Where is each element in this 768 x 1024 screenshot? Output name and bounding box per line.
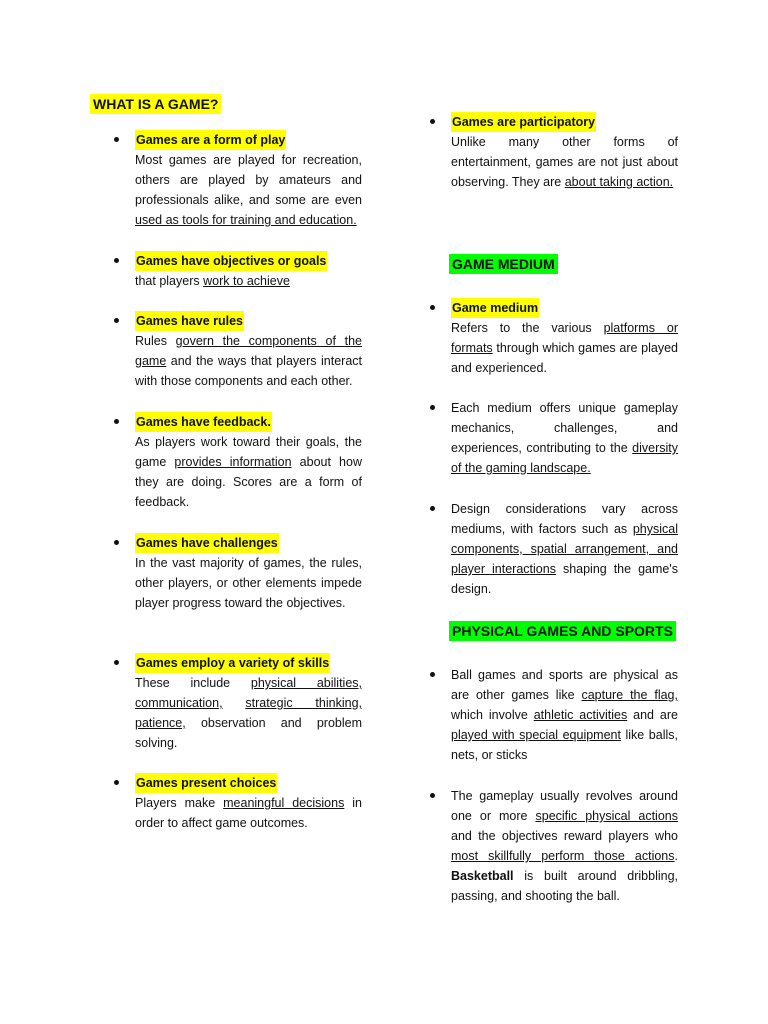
- bullet-body: [451, 398, 678, 478]
- text-run: govern the components of the game: [135, 334, 362, 368]
- bullet-icon: [114, 258, 119, 263]
- text-run: like balls, nets, or sticks: [451, 728, 678, 762]
- text-run: specific physical actions: [535, 809, 678, 823]
- text-run: strategic thinking, patience,: [135, 696, 362, 730]
- bullet-icon: [430, 672, 435, 677]
- bullet-icon: [114, 318, 119, 323]
- list-item: [90, 412, 362, 512]
- text-run: diversity of the gaming landscape.: [451, 441, 678, 475]
- text-run: meaningful decisions: [223, 796, 345, 810]
- list-item: [428, 786, 678, 906]
- bullet-title: Games employ a variety of skills: [135, 653, 330, 673]
- text-run: Ball games and sports are physical as are other games like: [451, 668, 678, 702]
- text-run: Design considerations vary across mediums, with factors such as: [451, 502, 678, 536]
- bullet-title: Games are a form of play: [135, 130, 286, 150]
- bullet-icon: [430, 305, 435, 310]
- bullet-icon: [114, 660, 119, 665]
- bullet-title: Game medium: [451, 298, 539, 318]
- text-run: and the ways that players interact with those components and each other.: [135, 354, 362, 388]
- text-run: provides information: [174, 455, 292, 469]
- bullet-icon: [430, 793, 435, 798]
- bullet-title: Games have challenges: [135, 533, 279, 553]
- list-item: [428, 499, 678, 599]
- bullet-icon: [114, 540, 119, 545]
- bullet-body: [135, 793, 362, 833]
- heading-what-is-a-game: WHAT IS A GAME?: [90, 94, 221, 114]
- text-run: in order to affect game outcomes.: [135, 796, 362, 830]
- bullet-body: [451, 786, 678, 906]
- text-run: athletic activities: [533, 708, 628, 722]
- text-run: work to achieve: [203, 274, 290, 288]
- bullet-body: [135, 673, 362, 753]
- bullet-body: [135, 553, 362, 613]
- text-run: physical components, spatial arrangement, and player interactions: [451, 522, 678, 576]
- text-run: through which games are played and experienced.: [451, 341, 678, 375]
- text-run: shaping the game's design.: [451, 562, 678, 596]
- bullet-body: [135, 331, 362, 391]
- list-item: [428, 298, 678, 378]
- text-run: platforms or formats: [451, 321, 678, 355]
- text-run: used as tools for training and education.: [135, 213, 357, 227]
- text-run: Most games are played for recreation, others are played by amateurs and professionals alike, and some are even: [135, 153, 362, 207]
- text-run: and are: [627, 708, 678, 722]
- bullet-body: [135, 150, 362, 230]
- text-run: Each medium offers unique gameplay mechanics, challenges, and experiences, contributing to the: [451, 401, 678, 455]
- text-run: Basketball: [451, 869, 514, 883]
- text-run: about taking action.: [564, 175, 674, 189]
- text-run: most skillfully perform those actions: [451, 849, 675, 863]
- list-item: [428, 398, 678, 478]
- text-run: These include: [135, 676, 251, 690]
- text-run: In the vast majority of games, the rules, other players, or other elements impede player progress toward the objectives.: [135, 556, 362, 610]
- text-run: The gameplay usually revolves around one or more: [451, 789, 678, 823]
- text-run: is built around dribbling, passing, and shooting the ball.: [451, 869, 678, 903]
- text-run: Refers to the various: [451, 321, 604, 335]
- bullet-icon: [114, 780, 119, 785]
- text-run: capture the flag,: [581, 688, 678, 702]
- bullet-title: Games present choices: [135, 773, 277, 793]
- list-item: [428, 665, 678, 765]
- bullet-title: Games have feedback.: [135, 412, 272, 432]
- text-run: played with special equipment: [451, 728, 621, 742]
- bullet-icon: [114, 419, 119, 424]
- bullet-icon: [114, 137, 119, 142]
- bullet-icon: [430, 119, 435, 124]
- bullet-title: Games are participatory: [451, 112, 596, 132]
- text-run: Unlike many other forms of entertainment, games are not just about observing. They are: [451, 135, 678, 189]
- bullet-title: Games have rules: [135, 311, 244, 331]
- heading-game-medium: GAME MEDIUM: [449, 254, 558, 274]
- bullet-icon: [430, 506, 435, 511]
- list-item: [90, 251, 362, 291]
- bullet-title: Games have objectives or goals: [135, 251, 327, 271]
- bullet-body: [135, 432, 362, 512]
- bullet-body: [451, 665, 678, 765]
- list-item: [90, 533, 362, 613]
- text-run: .: [674, 849, 678, 863]
- text-run: As players work toward their goals, the game: [135, 435, 362, 469]
- heading-physical-games-and-sports: PHYSICAL GAMES AND SPORTS: [449, 621, 676, 641]
- bullet-body: [451, 499, 678, 599]
- list-item: [90, 311, 362, 391]
- text-run: that players: [135, 274, 204, 288]
- bullet-icon: [430, 405, 435, 410]
- text-run: Players make: [135, 796, 224, 810]
- bullet-body: [135, 271, 362, 291]
- text-run: Rules: [135, 334, 176, 348]
- text-run: [223, 696, 246, 710]
- list-item: [428, 112, 678, 192]
- text-run: and the objectives reward players who: [451, 829, 678, 843]
- text-run: about how they are doing. Scores are a form of feedback.: [135, 455, 362, 509]
- bullet-body: [451, 132, 678, 192]
- bullet-body: [451, 318, 678, 378]
- text-run: observation and problem solving.: [135, 716, 362, 750]
- list-item: [90, 653, 362, 753]
- list-item: [90, 130, 362, 230]
- text-run: which involve: [451, 708, 534, 722]
- list-item: [90, 773, 362, 833]
- text-run: physical abilities, communication,: [135, 676, 362, 710]
